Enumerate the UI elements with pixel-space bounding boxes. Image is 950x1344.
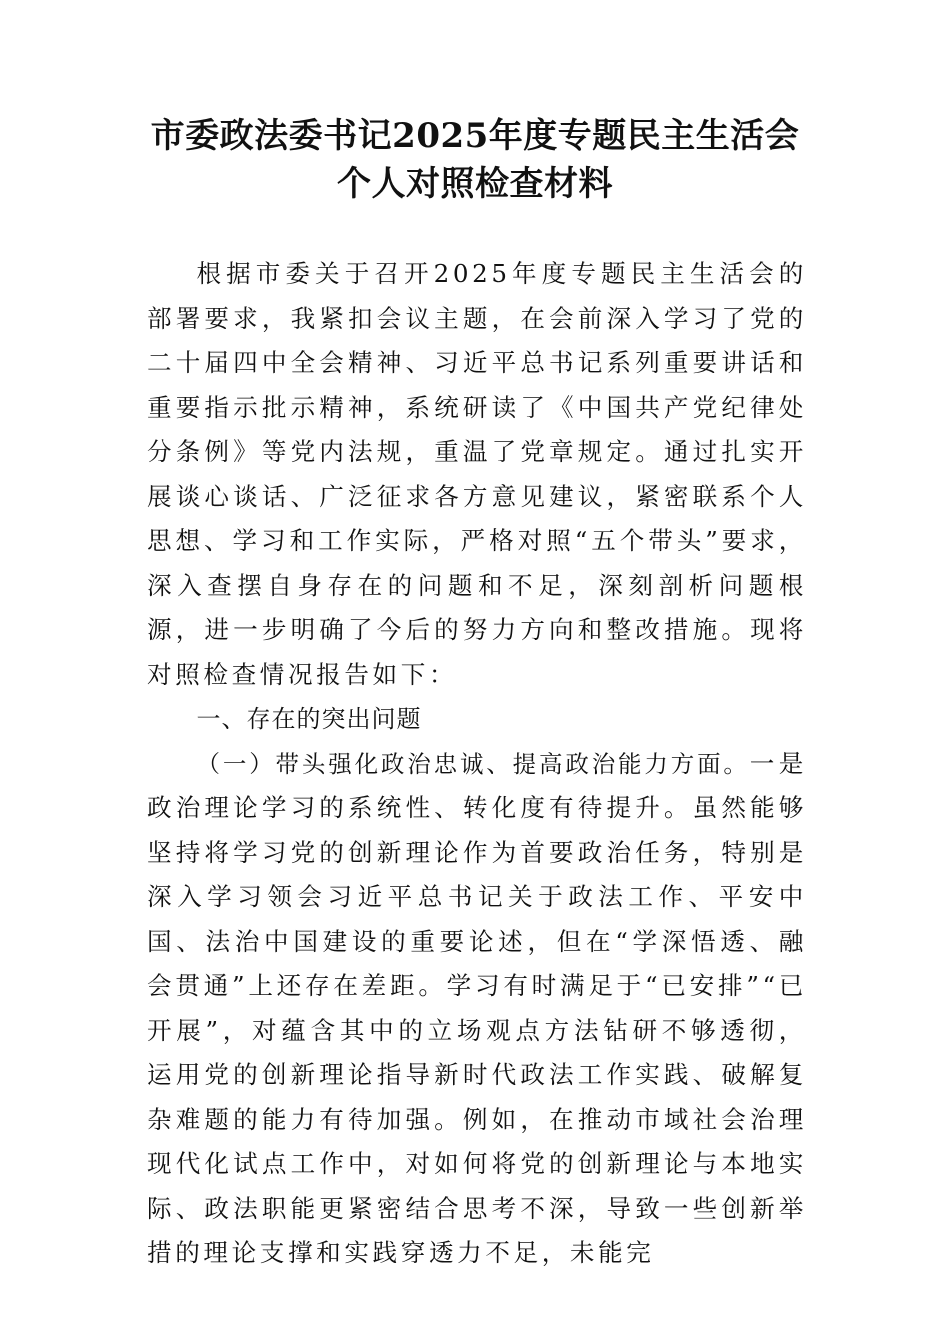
subsection-paragraph: [147, 742, 807, 1276]
subsection-heading: （一）带头强化政治忠诚、提高政治能力方面。: [196, 749, 750, 778]
title-line-2: 个人对照检查材料: [337, 164, 613, 204]
section-heading-problems: 一、存在的突出问题: [196, 705, 422, 733]
document-title: [100, 112, 850, 208]
subsection-text: 一是政治理论学习的系统性、转化度有待提升。虽然能够坚持将学习党的创新理论作为首要政治任务，特别是深入学习领会习近平总书记关于政法工作、平安中国、法治中国建设的重要论述，但在“学深悟透、融会贯通”上还存在差距。学习有时满足于“已安排”“已开展”，对蕴含其中的立场观点方法钻研不够透彻，运用党的创新理论指导新时代政法工作实践、破解复杂难题的能力有待加强。例如，在推动市域社会治理现代化试点工作中，对如何将党的创新理论与本地实际、政法职能更紧密结合思考不深，导致一些创新举措的理论支撑和实践穿透力不足，未能完: [147, 748, 807, 1267]
document-body: [147, 252, 807, 1276]
intro-paragraph: 根据市委关于召开2025年度专题民主生活会的部署要求，我紧扣会议主题，在会前深入学习了党的二十届四中全会精神、习近平总书记系列重要讲话和重要指示批示精神，系统研读了《中国共产党纪律处分条例》等党内法规，重温了党章规定。通过扎实开展谈心谈话、广泛征求各方意见建议，紧密联系个人思想、学习和工作实际，严格对照“五个带头”要求，深入查摆自身存在的问题和不足，深刻剖析问题根源，进一步明确了今后的努力方向和整改措施。现将对照检查情况报告如下：: [147, 259, 807, 689]
title-line-1: 市委政法委书记2025年度专题民主生活会: [150, 116, 800, 156]
